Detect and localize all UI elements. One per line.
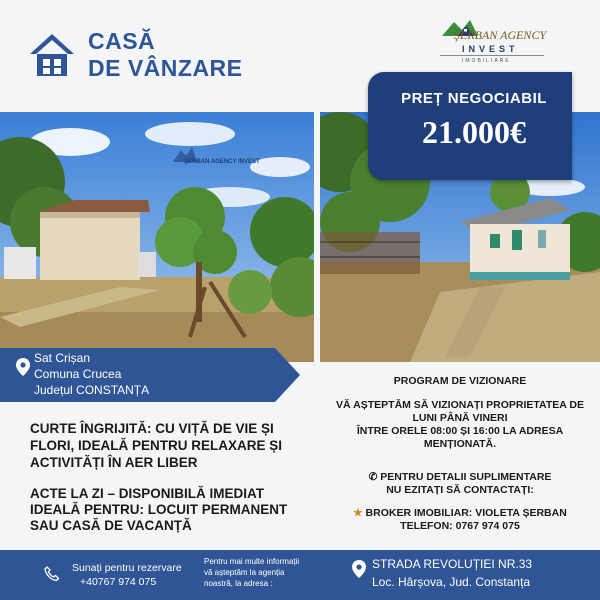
broker-phone: TELEFON: 0767 974 075 xyxy=(400,520,520,532)
broker-block xyxy=(322,507,598,533)
viewing-line-2: LUNI PÂNĂ VINERI xyxy=(412,412,508,424)
price-value: 21.000€ xyxy=(422,114,526,150)
house-icon xyxy=(28,30,76,78)
reservation-phone[interactable]: +40767 974 075 xyxy=(80,576,157,588)
viewing-heading: PROGRAM DE VIZIONARE xyxy=(393,375,527,387)
logo-subtitle: IMOBILIARE xyxy=(462,58,511,64)
location-village: Sat Crișan xyxy=(34,351,91,365)
map-pin-icon-footer xyxy=(352,560,366,578)
title-line-1: CASĂ xyxy=(88,28,156,54)
location-county: Județul CONSTANȚA xyxy=(34,383,150,397)
info-line-1: Pentru mai multe informații xyxy=(204,557,300,566)
info-text xyxy=(204,556,299,589)
page-title xyxy=(88,28,243,82)
reservation-label: Sunați pentru rezervare xyxy=(72,562,182,574)
info-line-2: vă așteptăm la agenția xyxy=(204,568,285,577)
map-pin-icon xyxy=(16,358,30,376)
title-line-2: DE VÂNZARE xyxy=(88,55,243,81)
photo-watermark xyxy=(172,144,260,178)
broker-icon: ★ xyxy=(353,507,366,519)
viewing-line-3: ÎNTRE ORELE 08:00 ȘI 16:00 LA ADRESA xyxy=(356,425,564,437)
phone-icon: ✆ xyxy=(368,471,381,483)
logo-name: ŞERBAN AGENCY xyxy=(454,28,547,42)
broker-name: BROKER IMOBILIAR: VIOLETA ȘERBAN xyxy=(365,507,567,519)
contact-invite xyxy=(322,471,598,497)
location-commune: Comuna Crucea xyxy=(34,367,122,381)
watermark-text: ŞERBAN AGENCY INVEST xyxy=(184,159,260,165)
description-documents: ACTE LA ZI – DISPONIBILĂ IMEDIAT IDEALĂ PENTRU: LOCUIT PERMANENT SAU CASĂ DE VACANȚĂ xyxy=(30,486,288,533)
contact-line-1: PENTRU DETALII SUPLIMENTARE xyxy=(380,471,552,483)
agency-logo xyxy=(432,14,550,68)
viewing-line-1: VĂ AȘTEPTĂM SĂ VIZIONAȚI PROPRIETATEA DE xyxy=(336,399,584,411)
viewing-line-4: MENȚIONATĂ. xyxy=(423,438,497,450)
description-yard: CURTE ÎNGRIJITĂ: CU VIȚĂ DE VIE ȘI FLORI, IDEALĂ PENTRU RELAXARE ȘI ACTIVITĂȚI ÎN AER LIBER xyxy=(30,421,283,470)
address-line-1: STRADA REVOLUȚIEI NR.33 xyxy=(372,557,533,571)
logo-invest: INVEST xyxy=(462,44,519,54)
address-line-2: Loc. Hârșova, Jud. Constanța xyxy=(372,575,531,589)
phone-icon-footer xyxy=(44,566,60,582)
price-label: PREȚ NEGOCIABIL xyxy=(401,90,547,107)
location-block xyxy=(34,350,149,398)
contact-line-2: NU EZITAȚI SĂ CONTACTAȚI: xyxy=(386,484,534,496)
property-photo-front xyxy=(0,112,314,362)
logo-divider xyxy=(440,55,544,56)
info-line-3: noastră, la adresa : xyxy=(204,579,273,588)
viewing-schedule xyxy=(322,399,598,451)
